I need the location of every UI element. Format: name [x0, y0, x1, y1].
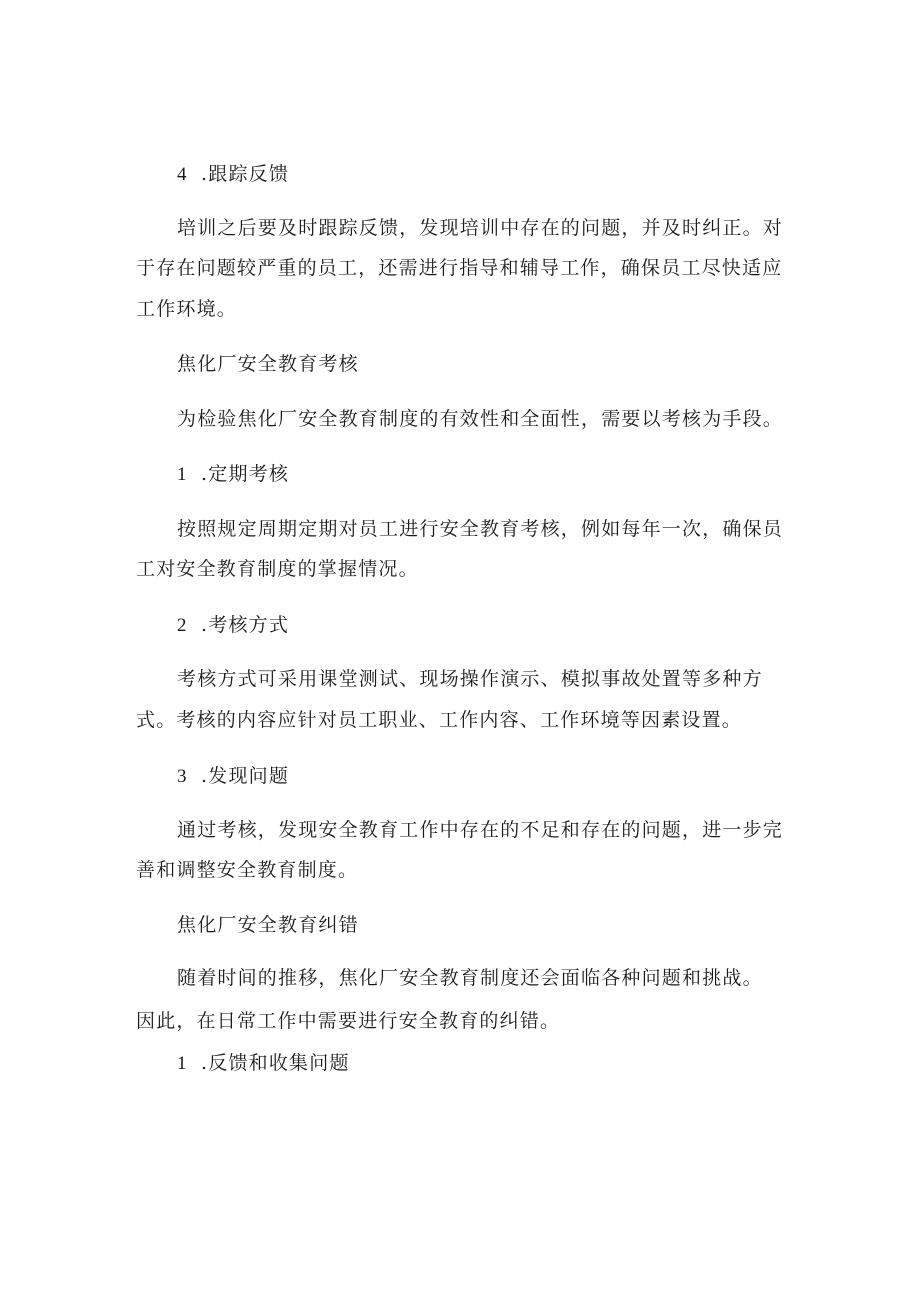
subsection-title: .考核方式: [201, 614, 290, 636]
paragraph-line: 通过考核，发现安全教育工作中存在的不足和存在的问题，进一步完: [177, 819, 784, 841]
section-heading-exam: 焦化厂安全教育考核: [177, 353, 359, 375]
paragraph-line: 为检验焦化厂安全教育制度的有效性和全面性，需要以考核为手段。: [177, 408, 784, 430]
subsection-number: 3: [177, 766, 188, 787]
paragraph-line: 考核方式可采用课堂测试、现场操作演示、模拟事故处置等多种方: [177, 668, 763, 690]
subsection-number: 2: [177, 615, 188, 636]
section-number: 4: [177, 164, 188, 185]
subsection-heading-find-problems: [177, 764, 827, 789]
subsection-number: 1: [177, 464, 188, 485]
subsection-heading-exam-method: [177, 613, 827, 638]
paragraph-line: 式。考核的内容应针对员工职业、工作内容、工作环境等因素设置。: [136, 709, 743, 731]
paragraph-line: 工作环境。: [136, 298, 238, 320]
paragraph-line: 培训之后要及时跟踪反馈，发现培训中存在的问题，并及时纠正。对: [177, 217, 784, 239]
paragraph-line: 工对安全教育制度的掌握情况。: [136, 558, 419, 580]
paragraph-line: 于存在问题较严重的员工，还需进行指导和辅导工作，确保员工尽快适应: [136, 257, 783, 279]
paragraph-line: 随着时间的推移，焦化厂安全教育制度还会面临各种问题和挑战。: [177, 967, 763, 989]
section-heading-correction: 焦化厂安全教育纠错: [177, 914, 359, 936]
subsection-title: .发现问题: [201, 765, 290, 787]
subsection-heading-feedback-collect: [177, 1051, 827, 1076]
section-title: .跟踪反馈: [201, 163, 290, 185]
subsection-number: 1: [177, 1053, 188, 1074]
paragraph-line: 按照规定周期定期对员工进行安全教育考核，例如每年一次，确保员: [177, 518, 784, 540]
paragraph-line: 因此，在日常工作中需要进行安全教育的纠错。: [136, 1010, 561, 1032]
subsection-title: .定期考核: [201, 463, 290, 485]
section-heading-tracking-feedback: [177, 162, 827, 187]
subsection-title: .反馈和收集问题: [201, 1052, 350, 1074]
subsection-heading-regular-exam: [177, 462, 827, 487]
paragraph-line: 善和调整安全教育制度。: [136, 859, 359, 881]
